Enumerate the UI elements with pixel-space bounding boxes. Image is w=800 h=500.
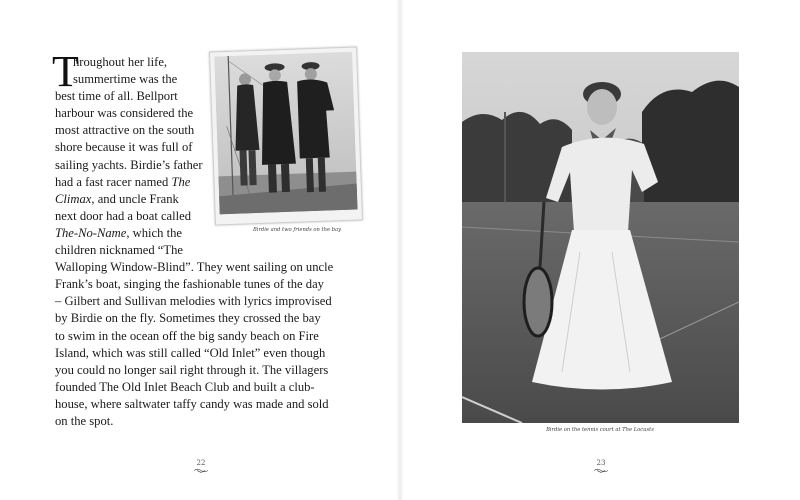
book-gutter <box>396 0 404 500</box>
text-line <box>55 191 345 208</box>
body-text <box>52 47 345 430</box>
text-line: Island, which was still called “Old Inlet” even though <box>55 345 326 360</box>
text-line <box>55 225 345 242</box>
photo-birdie-tennis-image <box>462 52 739 423</box>
text-line: sailing yachts. Birdie’s father <box>55 157 203 172</box>
drop-cap: T <box>52 47 79 96</box>
ornament-icon <box>594 468 608 473</box>
text-line: house, where saltwater taffy candy was made and sold <box>55 396 329 411</box>
photo-caption-left: Birdie and two friends on the bay <box>252 227 342 233</box>
text-line: shore because it was full of <box>55 140 193 155</box>
photo-caption-right: Birdie on the tennis court at The Locusts <box>546 427 654 433</box>
boat-name-the-no-name: The-No-Name <box>55 225 127 240</box>
page-number-text: 23 <box>596 459 606 467</box>
page-number-left <box>186 459 216 473</box>
text-fragment: had a fast racer named <box>55 174 172 189</box>
text-line: by Birdie on the fly. Sometimes they crossed the bay <box>55 311 321 326</box>
text-line <box>55 174 345 191</box>
text-line: harbour was considered the <box>55 106 194 121</box>
text-line: – Gilbert and Sullivan melodies with lyrics improvised <box>55 294 332 309</box>
text-line: on the spot. <box>55 413 114 428</box>
boat-name-the: The <box>171 174 191 189</box>
text-line: Frank’s boat, singing the fashionable tunes of the day <box>55 277 324 292</box>
text-line: most attractive on the south <box>55 123 195 138</box>
page-number-right <box>586 459 616 473</box>
text-line: hroughout her life, <box>73 55 168 69</box>
text-line: Walloping Window-Blind”. They went sailing on uncle <box>55 260 334 275</box>
text-line: best time of all. Bellport <box>55 89 178 104</box>
text-line: to swim in the ocean off the big sandy beach on Fire <box>55 328 319 343</box>
text-line: next door had a boat called <box>55 208 192 223</box>
text-fragment: , which the <box>126 225 182 240</box>
boat-name-climax: Climax <box>55 191 92 206</box>
text-fragment: , and uncle Frank <box>91 191 179 206</box>
text-line: summertime was the <box>73 72 178 87</box>
text-line: founded The Old Inlet Beach Club and built a club- <box>55 379 315 394</box>
text-line: you could no longer sail right through it. The villagers <box>55 362 329 377</box>
ornament-icon <box>194 468 208 473</box>
photo-birdie-tennis <box>462 52 739 423</box>
text-line: children nicknamed “The <box>55 243 183 258</box>
page-number-text: 22 <box>196 459 206 467</box>
